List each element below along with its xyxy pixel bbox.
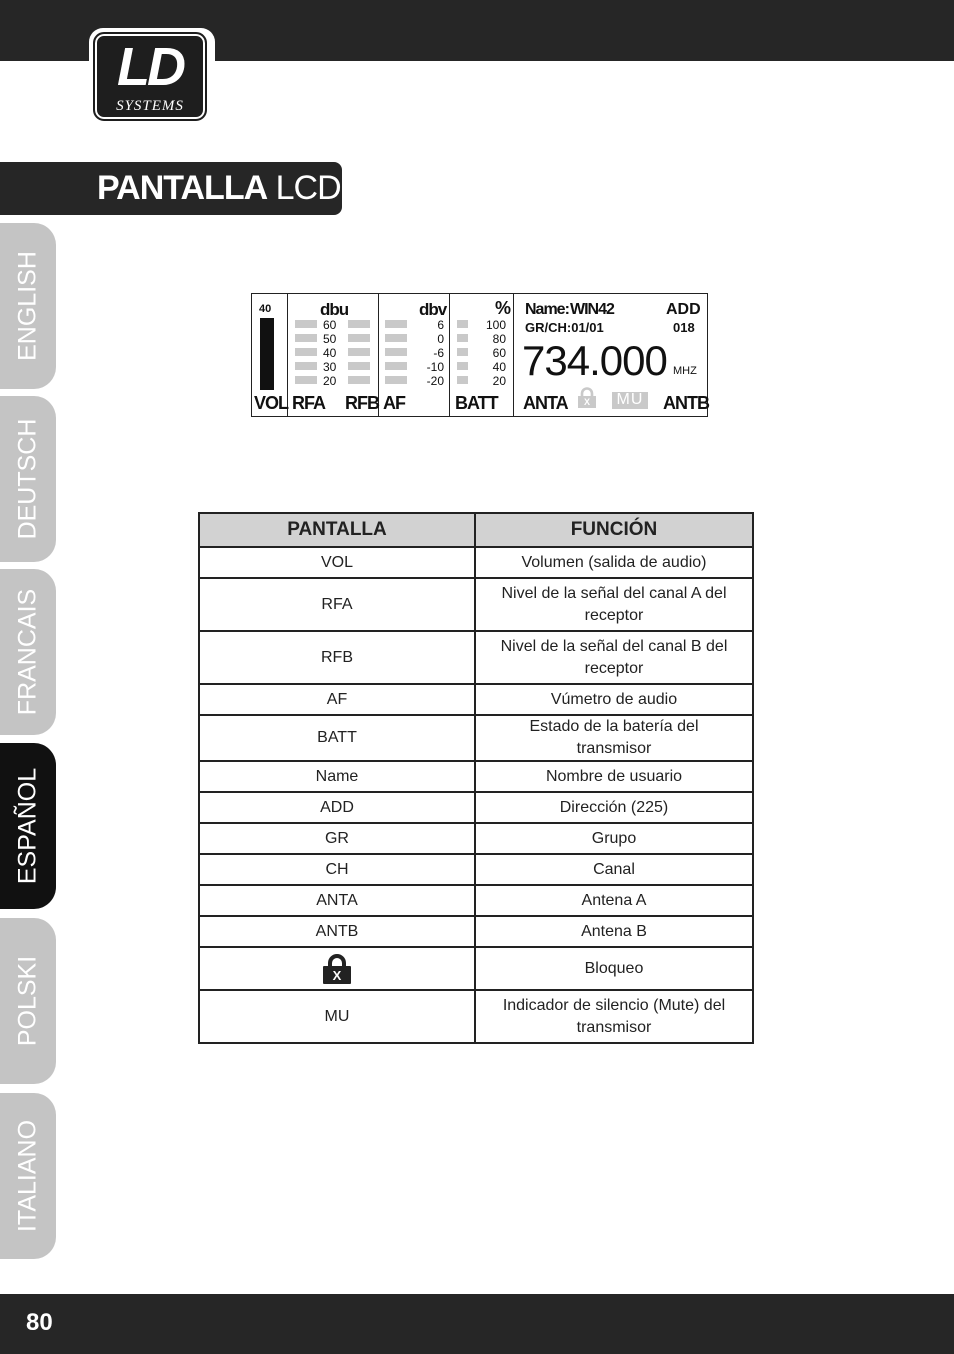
section-title-light: LCD: [275,169,350,207]
cell-display: GR [199,823,475,854]
logo-systems-text: SYSTEMS [116,98,184,114]
lcd-vol-bar [260,318,274,390]
cell-function: Canal [475,854,753,885]
tab-deutsch[interactable] [0,396,56,562]
cell-function: Indicador de silencio (Mute) del transmisor [475,990,753,1043]
logo-ld-text: LD [117,37,183,97]
ld-systems-logo [89,28,215,127]
lcd-rf-tick: 40 [323,346,337,360]
header-funcion: FUNCIÓN [475,513,753,547]
cell-display: ANTB [199,916,475,947]
lcd-mute-label: MU [616,391,644,408]
lcd-antb-label: ANTB [663,393,709,413]
lcd-rfb-segment [348,320,370,328]
table-row [199,578,753,631]
lcd-af-label: AF [383,393,405,413]
lcd-batt-tick: 40 [492,360,506,374]
cell-display: CH [199,854,475,885]
cell-function: Bloqueo [475,947,753,990]
section-title [97,168,349,208]
lcd-divider [513,294,514,416]
lcd-af-tick: -20 [426,374,444,388]
cell-function: Nivel de la señal del canal A del receptor [475,578,753,631]
tab-label: ENGLISH [13,251,42,361]
table-row [199,916,753,947]
lcd-grch: GR/CH:01/01 [525,320,604,335]
lcd-rfa-segment [295,348,317,356]
lcd-af-tick: -6 [433,346,444,360]
tab-label: ESPAÑOL [13,767,42,885]
header-pantalla: PANTALLA [199,513,475,547]
lcd-batt-segment [457,334,468,342]
lcd-rf-unit: dbu [320,300,349,319]
cell-function: Antena B [475,916,753,947]
lcd-rf-tick: 20 [323,374,337,388]
page-number: 80 [26,1309,53,1336]
mute-indicator [612,392,648,409]
table-row [199,792,753,823]
lcd-rfb-label: RFB [345,393,379,413]
tab-label: ITALIANO [13,1119,42,1233]
cell-function: Nombre de usuario [475,761,753,792]
lcd-rfb-segment [348,362,370,370]
lcd-af-segment [385,362,407,370]
lcd-rfa-segment [295,320,317,328]
lcd-freq-unit: MHZ [673,365,697,377]
table-row [199,631,753,684]
lcd-af-segment [385,376,407,384]
tab-francais[interactable] [0,569,56,735]
tab-italiano[interactable] [0,1093,56,1259]
lcd-rf-tick: 30 [323,360,337,374]
lcd-af-segment [385,334,407,342]
lcd-batt-segment [457,376,468,384]
cell-function: Grupo [475,823,753,854]
tab-label: DEUTSCH [13,418,42,540]
lcd-batt-tick: 100 [485,318,506,332]
cell-display: BATT [199,715,475,761]
lcd-batt-tick: 20 [492,374,506,388]
tab-label: FRANCAIS [13,588,42,716]
lcd-rf-tick: 60 [323,318,337,332]
table-row [199,947,753,990]
lcd-batt-segment [457,348,468,356]
lcd-divider [449,294,450,416]
lcd-rfb-segment [348,376,370,384]
lcd-anta-label: ANTA [523,393,568,413]
lcd-rf-tick: 50 [323,332,337,346]
lcd-display [251,293,708,417]
lcd-rfa-segment [295,376,317,384]
lcd-batt-segment [457,362,468,370]
lcd-batt-segment [457,320,468,328]
lcd-lock-mark: X [583,397,590,407]
cell-display: MU [199,990,475,1043]
lock-mark: X [332,967,342,983]
lcd-name-value: WIN42 [570,301,614,318]
lcd-rfa-segment [295,334,317,342]
table-header-row [199,513,753,547]
cell-display: ADD [199,792,475,823]
lcd-add-value: 018 [673,320,695,335]
table-row [199,547,753,578]
cell-function: Vúmetro de audio [475,684,753,715]
tab-espanol[interactable] [0,743,56,909]
lcd-af-tick: 0 [437,332,444,346]
cell-display: VOL [199,547,475,578]
cell-display: ANTA [199,885,475,916]
display-function-table [198,512,754,1044]
lcd-name-label: Name: [525,301,569,318]
tab-english[interactable] [0,223,56,389]
lcd-vol-value: 40 [259,303,272,315]
lcd-vol-label: VOL [254,393,289,413]
footer-bar [0,1294,954,1354]
table-row [199,823,753,854]
lcd-af-tick: -10 [426,360,444,374]
lcd-batt-tick: 80 [492,332,506,346]
table-row [199,854,753,885]
table-row [199,761,753,792]
cell-function: Estado de la batería del transmisor [475,715,753,761]
cell-function: Volumen (salida de audio) [475,547,753,578]
lcd-rfa-segment [295,362,317,370]
tab-label: POLSKI [13,955,42,1047]
section-title-bold: PANTALLA [97,169,268,207]
lcd-batt-tick: 60 [492,346,506,360]
lock-icon [322,953,352,985]
lcd-rfb-segment [348,348,370,356]
lcd-af-tick: 6 [437,318,444,332]
lcd-add-label: ADD [666,301,701,318]
cell-display-lock [199,947,475,990]
lock-icon [577,387,597,409]
cell-display: RFA [199,578,475,631]
table-row [199,885,753,916]
table-row [199,990,753,1043]
cell-function: Dirección (225) [475,792,753,823]
cell-display: RFB [199,631,475,684]
lcd-rfb-segment [348,334,370,342]
lcd-batt-unit: % [495,298,512,318]
cell-display: AF [199,684,475,715]
tab-polski[interactable] [0,918,56,1084]
lcd-frequency: 734.000 [522,337,667,384]
lcd-af-unit: dbv [419,300,447,319]
table-row [199,684,753,715]
lcd-rfa-label: RFA [292,393,325,413]
cell-function: Nivel de la señal del canal B del receptor [475,631,753,684]
lcd-af-segment [385,348,407,356]
cell-display: Name [199,761,475,792]
lcd-batt-label: BATT [455,393,498,413]
cell-function: Antena A [475,885,753,916]
lcd-af-segment [385,320,407,328]
table-row [199,715,753,761]
